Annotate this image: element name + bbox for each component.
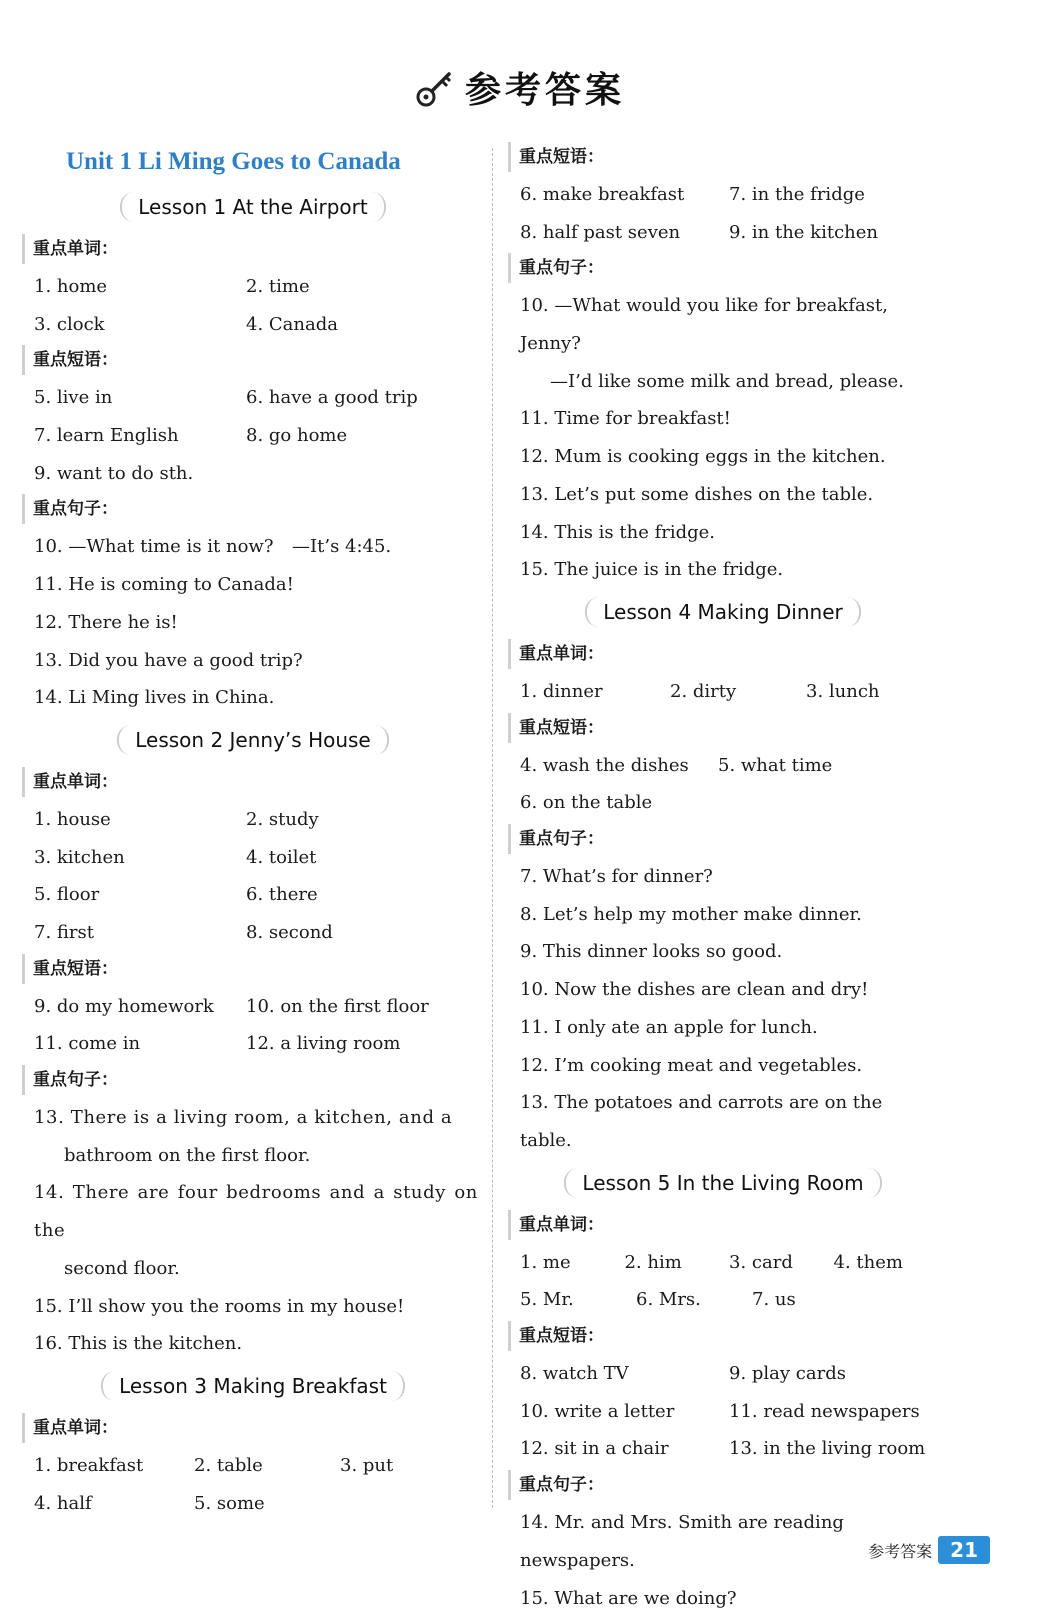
answer-row: 1. me 2. him 3. card 4. them — [520, 1251, 903, 1273]
phrases-label: 重点短语： — [508, 1321, 938, 1351]
answer-sentence: 11. I only ate an apple for lunch. — [520, 1016, 818, 1038]
lesson-1-heading: Lesson 1 At the Airport — [22, 188, 484, 226]
answer-sentence: 12. There he is! — [34, 611, 178, 633]
answer-sentence: bathroom on the first floor. — [64, 1144, 311, 1166]
right-column — [508, 140, 938, 1617]
sentences-label: 重点句子： — [508, 253, 938, 283]
page-title — [0, 62, 1040, 113]
phrases-label: 重点短语： — [508, 142, 938, 172]
answer-row: 10. —What time is it now? —It’s 4:45. — [34, 536, 392, 558]
answer-sentence: 13. The potatoes and carrots are on the table. — [520, 1092, 883, 1151]
answer-row: 9. want to do sth. — [34, 462, 194, 484]
answer-sentence: 11. He is coming to Canada! — [34, 574, 294, 596]
words-label: 重点单词： — [22, 1413, 484, 1443]
answer-sentence: 7. What’s for dinner? — [520, 866, 713, 888]
answer-row: 1. breakfast 2. table 3. put — [34, 1454, 394, 1476]
page-footer — [868, 1536, 990, 1564]
answer-row: 1. dinner 2. dirty 3. lunch — [520, 681, 880, 702]
answer-sentence: 15. I’ll show you the rooms in my house! — [34, 1295, 405, 1317]
answer-sentence: 8. Let’s help my mother make dinner. — [520, 903, 862, 925]
answer-row: 8. watch TV 9. play cards — [520, 1363, 846, 1385]
words-label: 重点单词： — [22, 234, 484, 264]
answer-sentence: —I’d like some milk and bread, please. — [550, 370, 904, 392]
answer-row: 6. on the table — [520, 792, 653, 814]
footer-label: 参考答案 — [868, 1541, 933, 1561]
sentences-label: 重点句子： — [508, 1470, 938, 1500]
answer-row: 4. wash the dishes 5. what time — [520, 754, 833, 776]
answer-sentence: 12. I’m cooking meat and vegetables. — [520, 1054, 863, 1076]
answer-row: 9. do my homework 10. on the first floor — [34, 995, 429, 1017]
answer-row: 3. clock 4. Canada — [34, 313, 338, 335]
answer-sentence: 16. This is the kitchen. — [34, 1333, 243, 1355]
answer-sentence: second floor. — [64, 1257, 180, 1279]
words-label: 重点单词： — [22, 767, 484, 797]
answer-row: 11. come in 12. a living room — [34, 1033, 401, 1055]
answer-sentence: 10. Now the dishes are clean and dry! — [520, 979, 869, 1001]
sentences-label: 重点句子： — [22, 494, 484, 524]
answer-row: 10. write a letter 11. read newspapers — [520, 1400, 920, 1422]
answer-sentence: 12. Mum is cooking eggs in the kitchen. — [520, 446, 886, 468]
answer-row: 8. half past seven 9. in the kitchen — [520, 221, 878, 243]
answer-sentence: 14. There are four bedrooms and a study on the — [34, 1182, 478, 1242]
answer-row: 5. Mr. 6. Mrs. 7. us — [520, 1289, 796, 1311]
answer-sentence: 14. Mr. and Mrs. Smith are reading newspapers. — [520, 1512, 844, 1571]
answer-row: 4. half 5. some — [34, 1492, 265, 1514]
answer-row: 1. house 2. study — [34, 808, 319, 830]
answer-row: 5. floor 6. there — [34, 884, 318, 906]
page-number: 21 — [938, 1536, 990, 1564]
page-title-text: 参考答案 — [464, 70, 625, 111]
column-divider — [492, 148, 493, 1508]
key-icon — [415, 68, 455, 108]
answer-row: 7. learn English 8. go home — [34, 425, 348, 447]
answer-row: 3. kitchen 4. toilet — [34, 846, 317, 868]
lesson-4-heading: Lesson 4 Making Dinner — [508, 593, 938, 631]
answer-sentence: 9. This dinner looks so good. — [520, 941, 783, 963]
words-label: 重点单词： — [508, 639, 938, 669]
answer-sentence: 11. Time for breakfast! — [520, 408, 731, 430]
answer-sentence: 15. What are we doing? — [520, 1587, 737, 1609]
answer-row: 6. make breakfast 7. in the fridge — [520, 184, 865, 205]
answer-sentence: 14. Li Ming lives in China. — [34, 687, 275, 709]
answer-row: 7. first 8. second — [34, 922, 333, 943]
answer-sentence: 10. —What would you like for breakfast, Jenny? — [520, 295, 888, 355]
phrases-label: 重点短语： — [22, 345, 484, 375]
answer-sentence: 13. Let’s put some dishes on the table. — [520, 483, 874, 505]
answer-row: 1. home 2. time — [34, 276, 310, 297]
answer-row: 12. sit in a chair 13. in the living room — [520, 1438, 926, 1460]
answer-sentence: 14. This is the fridge. — [520, 521, 716, 543]
answer-row: 5. live in 6. have a good trip — [34, 387, 418, 409]
unit-title: Unit 1 Li Ming Goes to Canada — [66, 148, 401, 175]
sentences-label: 重点句子： — [22, 1065, 484, 1095]
words-label: 重点单词： — [508, 1210, 938, 1240]
answer-sentence: 13. Did you have a good trip? — [34, 649, 303, 671]
sentences-label: 重点句子： — [508, 824, 938, 854]
answer-sentence: 13. There is a living room, a kitchen, and a — [34, 1107, 453, 1129]
phrases-label: 重点短语： — [22, 954, 484, 984]
lesson-3-heading: Lesson 3 Making Breakfast — [22, 1367, 484, 1405]
answer-sentence: 15. The juice is in the fridge. — [520, 559, 784, 581]
lesson-2-heading: Lesson 2 Jenny’s House — [22, 721, 484, 759]
lesson-5-heading: Lesson 5 In the Living Room — [508, 1164, 938, 1202]
phrases-label: 重点短语： — [508, 713, 938, 743]
left-column — [22, 140, 484, 1522]
